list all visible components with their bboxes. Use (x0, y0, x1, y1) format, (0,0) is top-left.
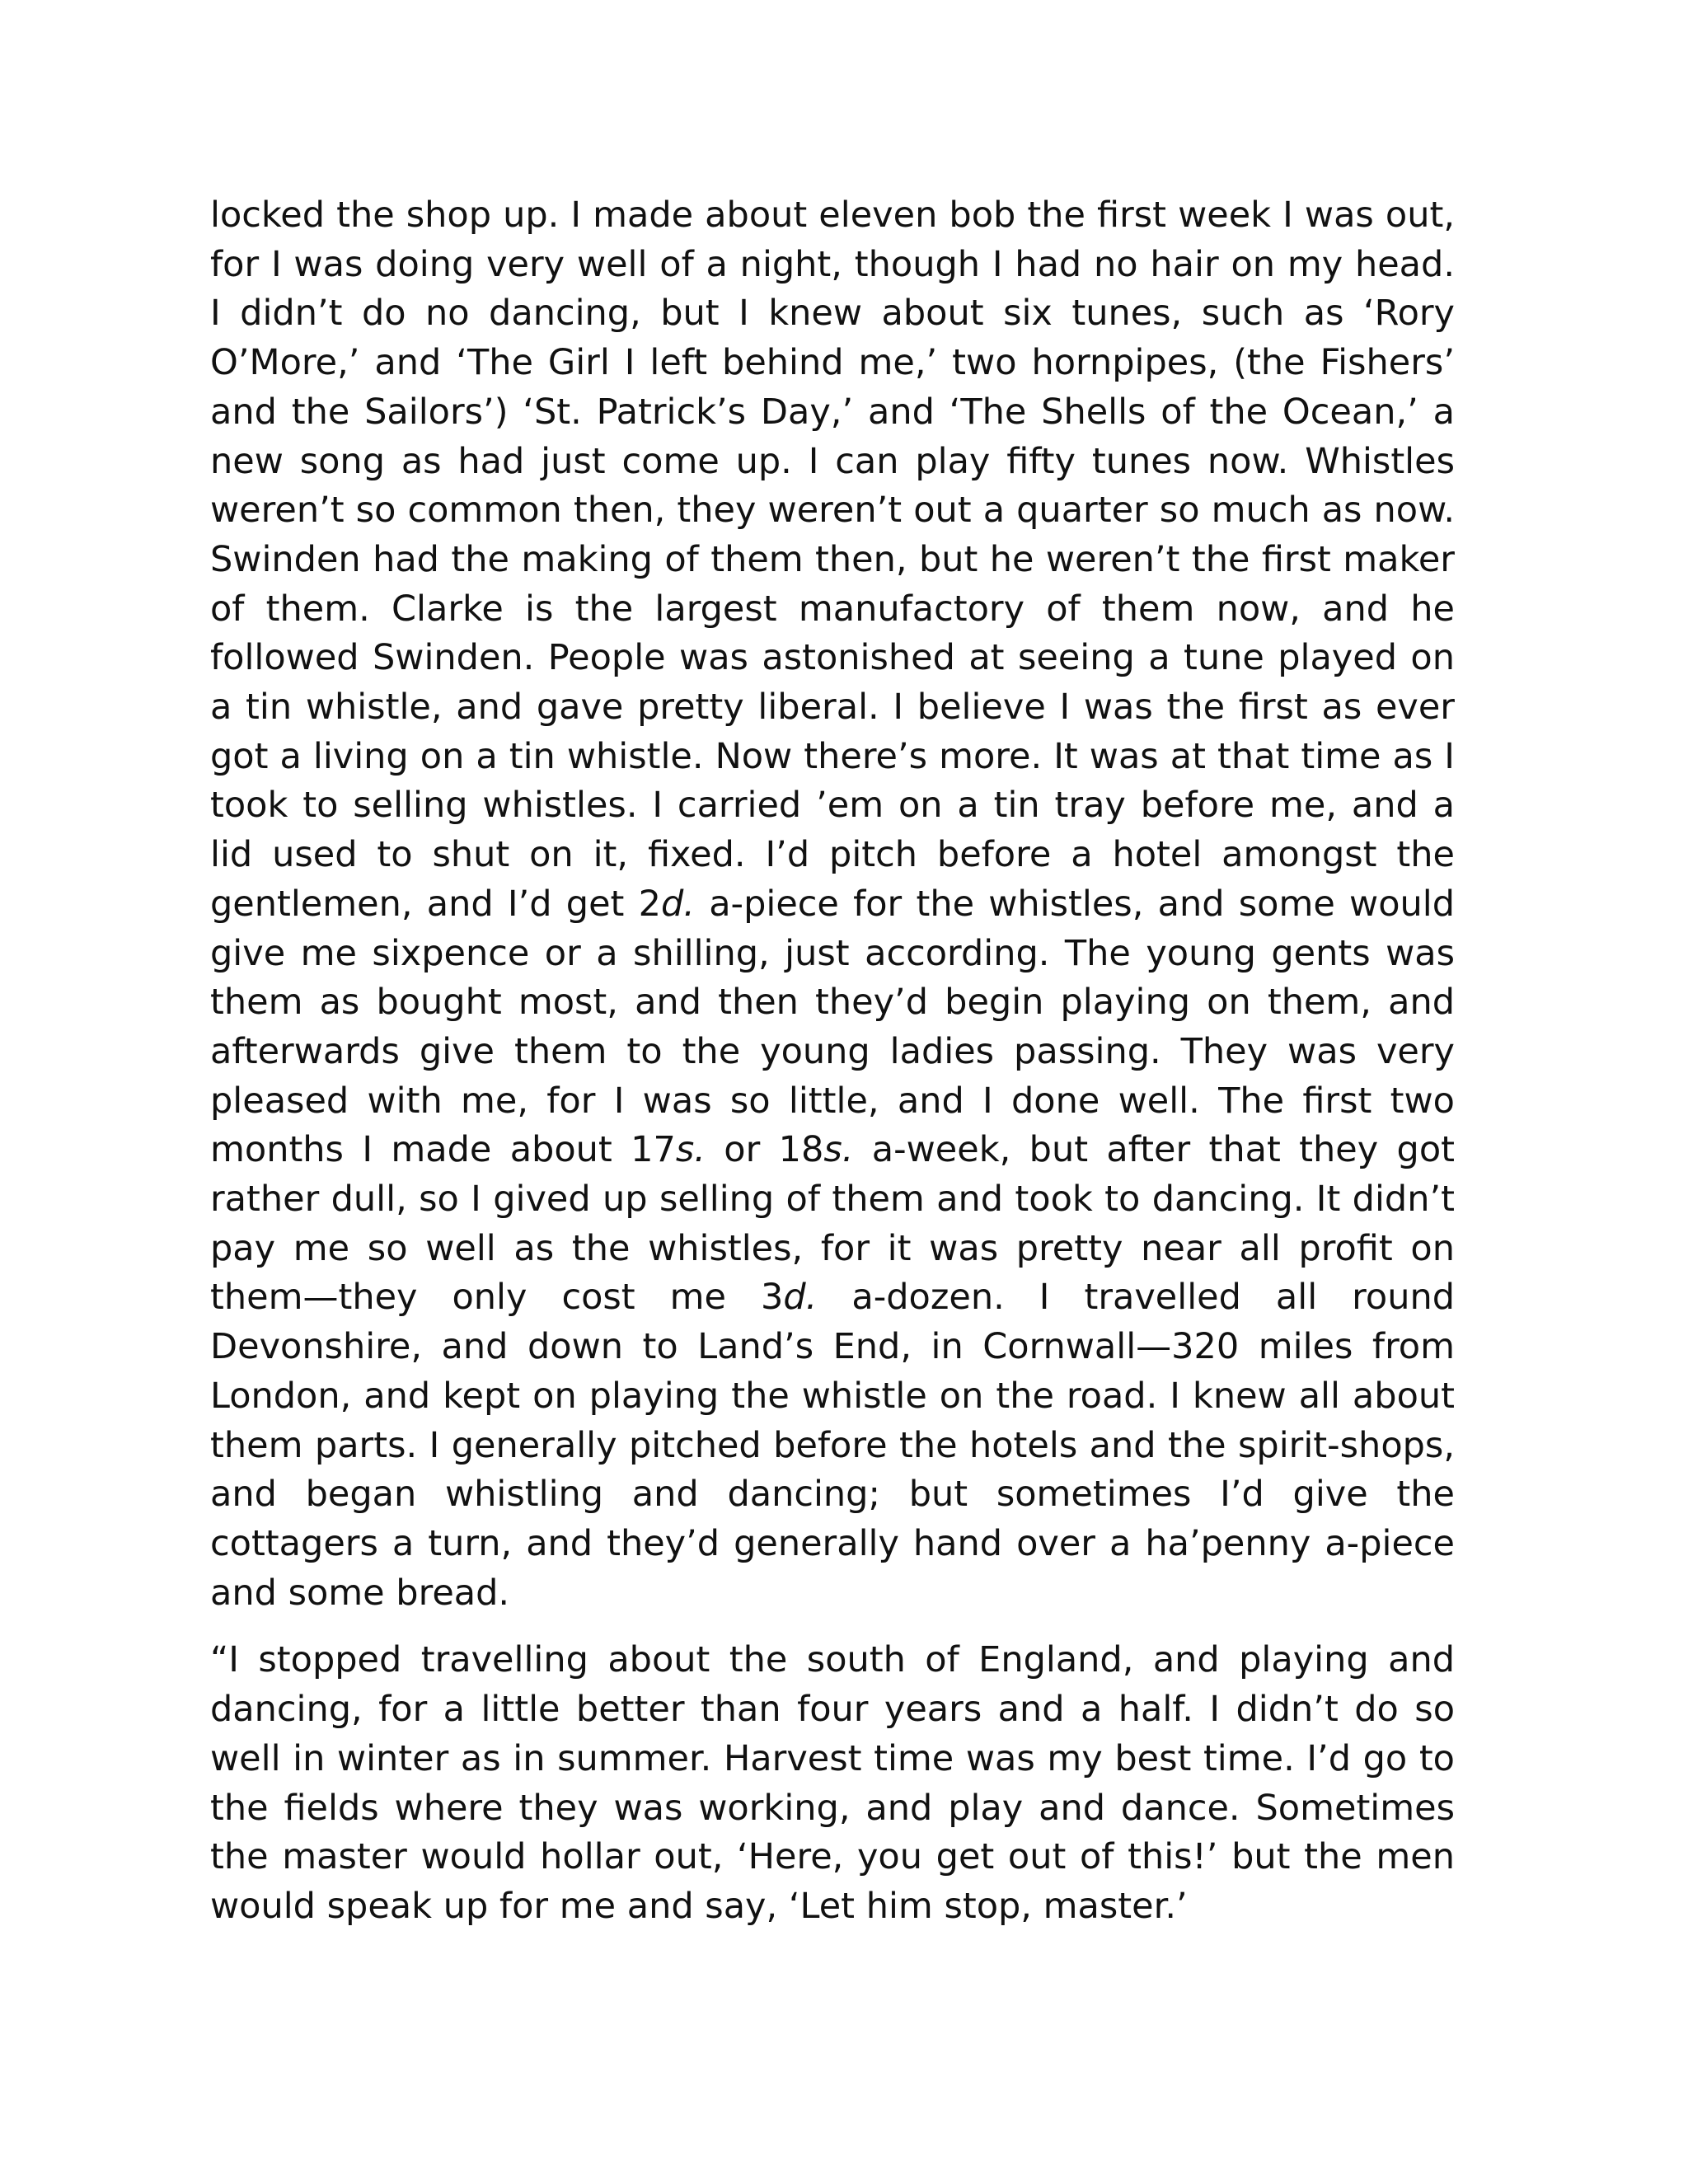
paragraph-2 (210, 1636, 1455, 1931)
italic-abbreviation: s. (823, 1129, 854, 1171)
text-run: “I stopped travelling about the south of England, and playing and dancing, for a little better than four years and a half. I didn’t do so well in winter as in summer. Harvest time was my best time. I’d go to the fields where they was working, and play and dance. Sometimes the master would hollar out, ‘Here, you get out of this!’ but the men would speak up for me and say, ‘Let him stop, master.’ (210, 1639, 1455, 1927)
paragraph-1 (210, 191, 1455, 1618)
text-run: a-dozen. I travelled all round Devonshire, and down to Land’s End, in Cornwall—320 miles from London, and kept on playing the whistle on the road. I knew all about them parts. I generally pitched before the hotels and the spirit-shops, and began whistling and dancing; but sometimes I’d give the cottagers a turn, and they’d generally hand over a ha’penny a-piece and some bread. (210, 1277, 1455, 1614)
document-page (210, 191, 1455, 1932)
text-run: locked the shop up. I made about eleven bob the first week I was out, for I was doing very well of a night, though I had no hair on my head. I didn’t do no dancing, but I knew about six tunes, such as ‘Rory O’More,’ and ‘The Girl I left behind me,’ two hornpipes, (the Fishers’ and the Sailors’) ‘St. Patrick’s Day,’ and ‘The Shells of the Ocean,’ a new song as had just come up. I can play fifty tunes now. Whistles weren’t so common then, they weren’t out a quarter so much as now. Swinden had the making of them then, but he weren’t the first maker of them. Clarke is the largest manufactory of them now, and he followed Swinden. People was astonished at seeing a tune played on a tin whistle, and gave pretty liberal. I believe I was the first as ever got a living on a tin whistle. Now there’s more. It was at that time as I took to selling whistles. I carried ’em on a tin tray before me, and a lid used to shut on it, fixed. I’d pitch before a hotel amongst the gentlemen, and I’d get 2 (210, 194, 1455, 925)
italic-abbreviation: s. (675, 1129, 706, 1171)
text-run: a-piece for the whistles, and some would give me sixpence or a shilling, just according. The young gents was them as bought most, and then they’d begin playing on them, and afterwards give them to the young ladies passing. They was very pleased with me, for I was so little, and I done well. The first two months I made about 17 (210, 883, 1456, 1171)
text-run: a-week, but after that they got rather dull, so I gived up selling of them and took to dancing. It didn’t pay me so well as the whistles, for it was pretty near all profit on them—they only cost me 3 (210, 1129, 1455, 1319)
italic-abbreviation: d. (661, 883, 695, 925)
italic-abbreviation: d. (783, 1277, 818, 1319)
text-run: or 18 (705, 1129, 824, 1171)
